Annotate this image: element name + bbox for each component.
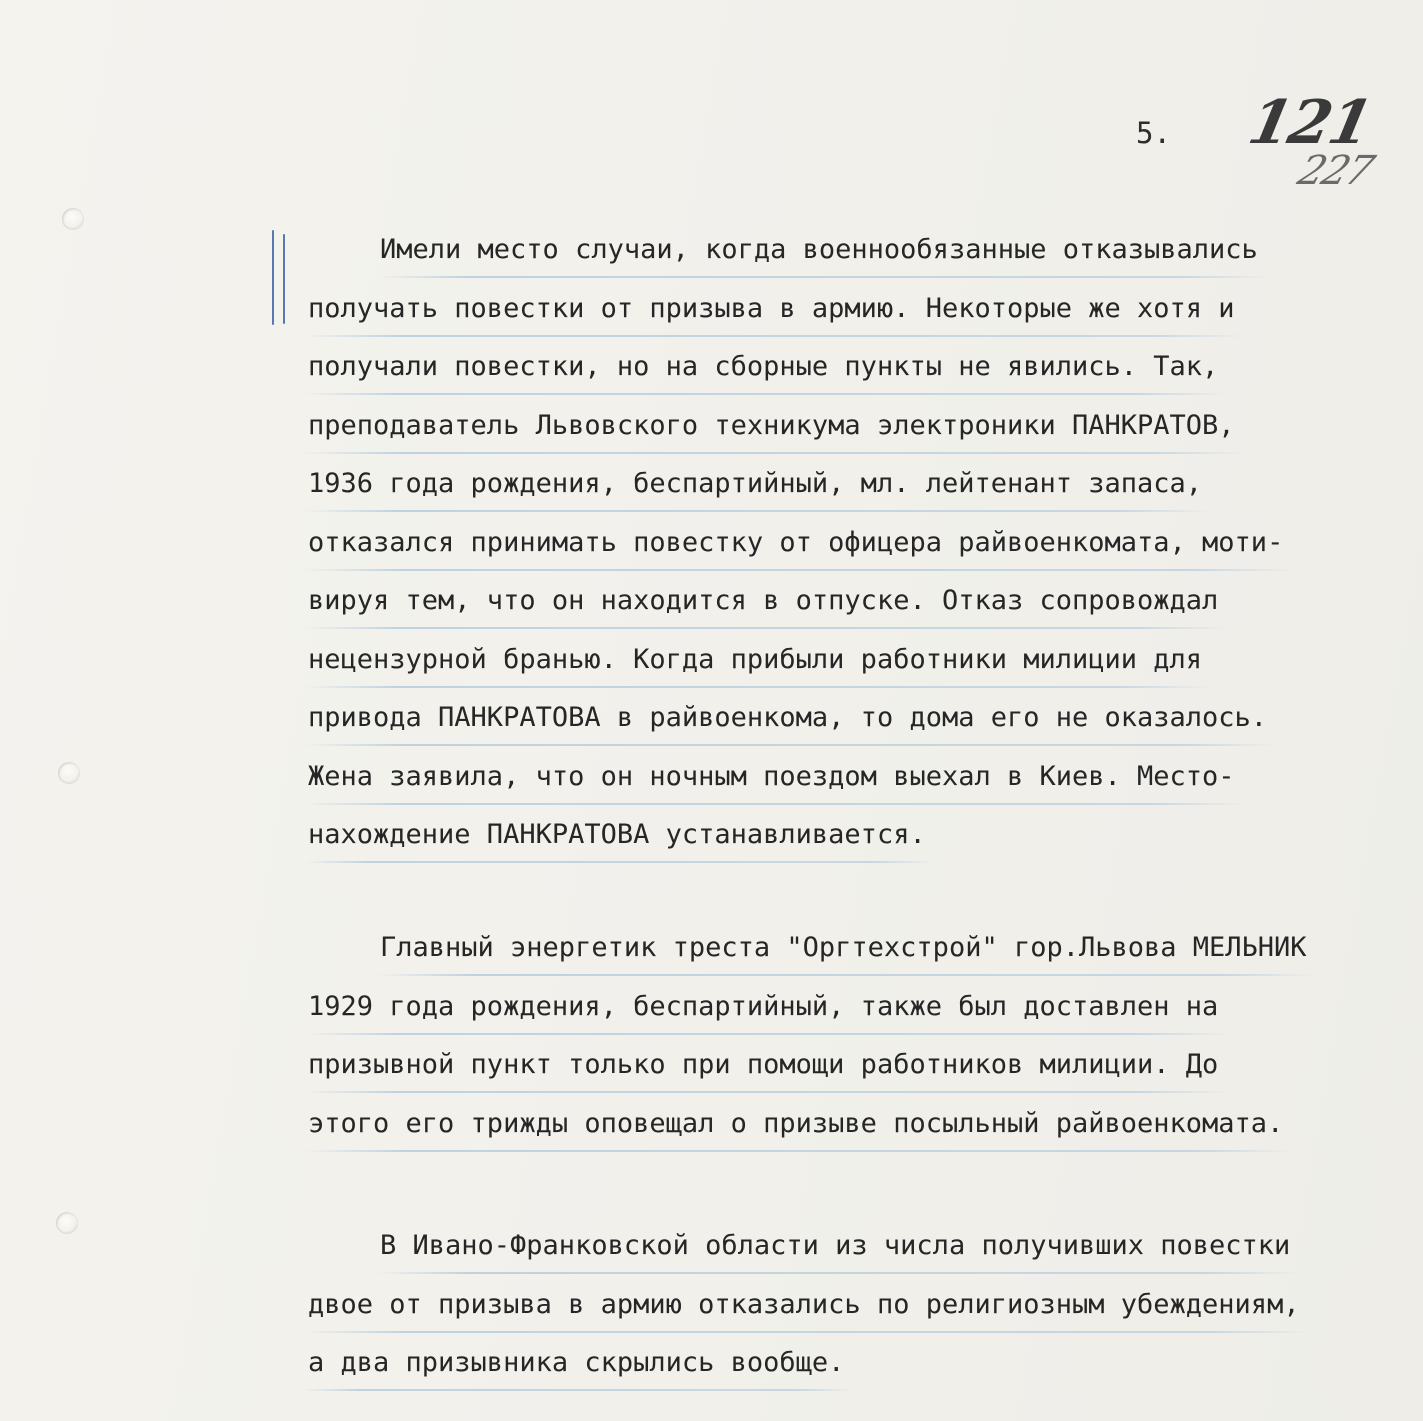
text-line: этого его трижды оповещал о призыве посыльный райвоенкомата. — [308, 1104, 1283, 1144]
text-line: преподаватель Львовского техникума электроники ПАНКРАТОВ, — [308, 406, 1235, 446]
text-line: призывной пункт только при помощи работников милиции. До — [308, 1045, 1218, 1085]
binder-hole-top — [62, 208, 84, 230]
text-line: нецензурной бранью. Когда прибыли работники милиции для — [308, 640, 1202, 680]
archive-folio-subnumber: 227 — [1292, 148, 1378, 194]
text-line: получали повестки, но на сборные пункты не явились. Так, — [308, 347, 1218, 387]
margin-mark — [272, 230, 275, 325]
text-line: нахождение ПАНКРАТОВА устанавливается. — [308, 815, 926, 855]
text-line: отказался принимать повестку от офицера райвоенкомата, моти- — [308, 523, 1283, 563]
text-line: двое от призыва в армию отказались по религиозным убеждениям, — [308, 1285, 1300, 1325]
text-line: вируя тем, что он находится в отпуске. Отказ сопровождал — [308, 581, 1218, 621]
binder-hole-middle — [58, 762, 80, 784]
text-line: Жена заявила, что он ночным поездом выехал в Киев. Место- — [308, 757, 1235, 797]
text-line: Имели место случаи, когда военнообязанные отказывались — [380, 230, 1258, 270]
page-number: 5. — [1136, 116, 1171, 150]
text-line: 1929 года рождения, беспартийный, также был доставлен на — [308, 987, 1218, 1027]
text-line: а два призывника скрылись вообще. — [308, 1343, 844, 1383]
text-line: Главный энергетик треста "Оргтехстрой" гор.Львова МЕЛЬНИК — [380, 928, 1307, 968]
text-line: получать повестки от призыва в армию. Некоторые же хотя и — [308, 289, 1235, 329]
text-line: 1936 года рождения, беспартийный, мл. лейтенант запаса, — [308, 464, 1202, 504]
text-line: привода ПАНКРАТОВА в райвоенкома, то дома его не оказалось. — [308, 698, 1267, 738]
binder-hole-bottom — [56, 1212, 78, 1234]
archive-folio-number: 121 — [1242, 88, 1377, 158]
text-line: В Ивано-Франковской области из числа получивших повестки — [380, 1226, 1290, 1266]
